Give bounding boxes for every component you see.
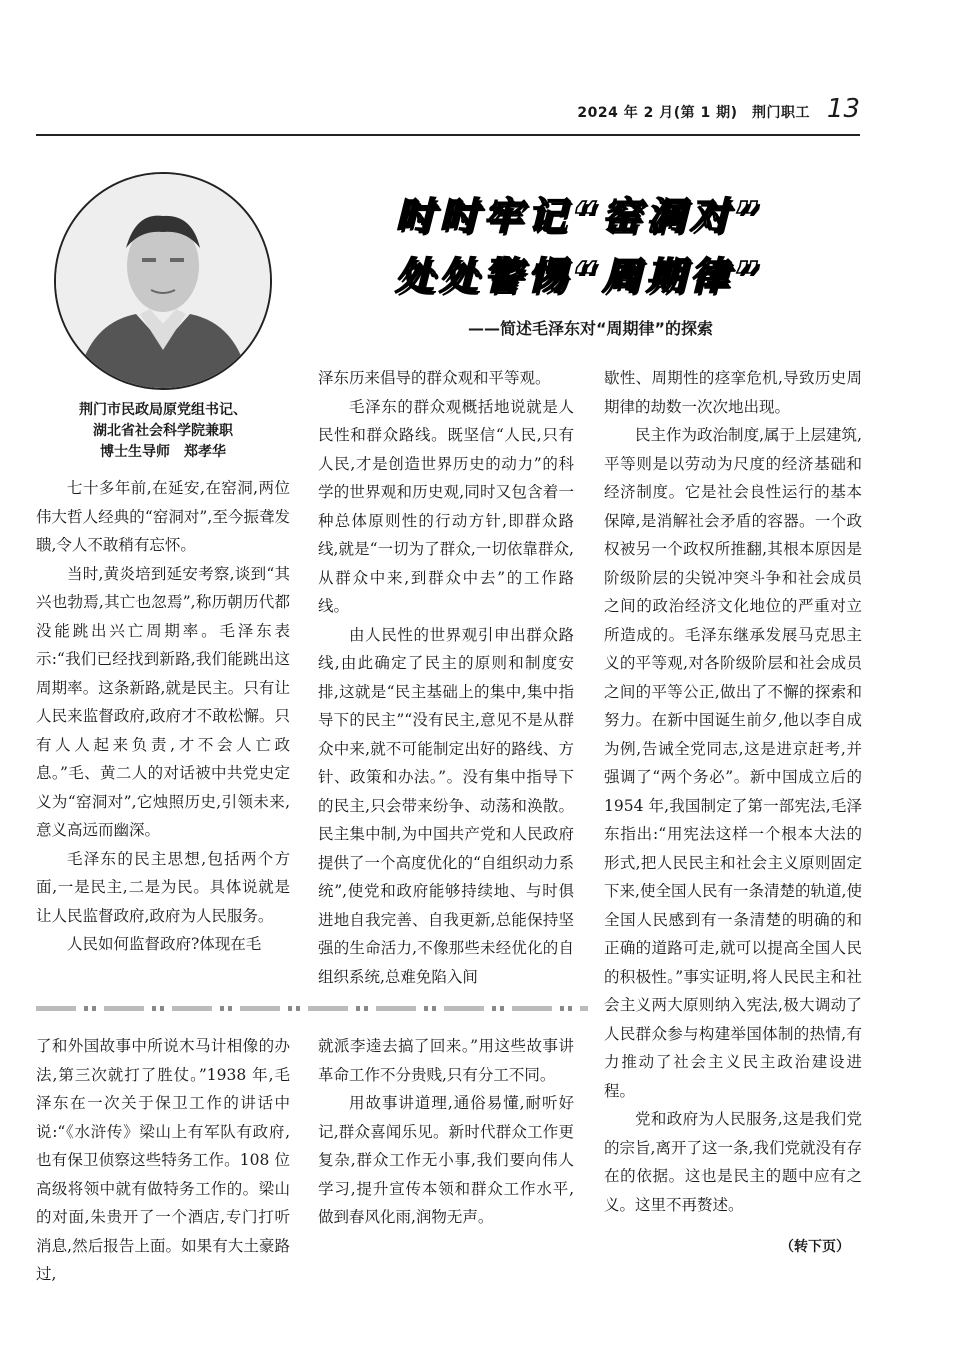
- page-number: 13: [826, 94, 860, 124]
- paragraph: 毛泽东的民主思想,包括两个方面,一是民主,二是为民。具体说就是让人民监督政府,政府为人民服务。: [36, 849, 290, 925]
- author-photo-icon: [56, 174, 270, 388]
- paragraph: 人民如何监督政府?体现在毛: [67, 935, 262, 953]
- author-portrait: [54, 172, 272, 390]
- paragraph: 民主作为政治制度,属于上层建筑,平等则是以劳动为尺度的经济基础和经济制度。它是社会良性运行的基本保障,是消解社会矛盾的容器。一个政权被另一个政权所推翻,其根本原因是阶级阶层的尖锐冲突斗争和社会成员之间的政治经济文化地位的严重对立所造成的。毛泽东继承发展马克思主义的平等观,对各阶级阶层和社会成员之间的平等公正,做出了不懈的探索和努力。在新中国诞生前夕,他以李自成为例,告诫全党同志,这是进京赶考,并强调了“两个务必”。新中国成立后的 1954 年,我国制定了第一部宪法,毛泽东指出:“用宪法这样一个根本大法的形式,把人民民主和社会主义原则固定下来,使全国人民有一条清楚的轨道,使全国人民感到有一条清楚的明确的和正确的道路可走,就可以提高全国人民的积极性。”事实证明,将人民民主和社会主义两大原则纳入宪法,极大调动了人民群众参与构建举国体制的热情,有力推动了社会主义民主政治建设进程。: [604, 426, 862, 1100]
- column-1-lower: [36, 1032, 290, 1289]
- section-divider: [36, 1006, 588, 1011]
- title-line-1: 时时牢记“窑洞对”: [395, 194, 765, 238]
- paragraph: 七十多年前,在延安,在窑洞,两位伟大哲人经典的“窑洞对”,至今振聋发聩,令人不敢稍有忘怀。: [36, 479, 290, 554]
- article-title: [330, 186, 830, 306]
- paragraph: 了和外国故事中所说木马计相像的办法,第三次就打了胜仗。”1938 年,毛泽东在一次关于保卫工作的讲话中说:“《水浒传》梁山上有军队有政府,也有保卫侦察这些特务工作。108 位高级将领中就有做特务工作的。梁山的对面,朱贵开了一个酒店,专门打听消息,然后报告上面。如果有大土豪路过,: [36, 1037, 290, 1283]
- paragraph: 毛泽东的群众观概括地说就是人民性和群众路线。既坚信“人民,只有人民,才是创造世界历史的动力”的科学的世界观和历史观,同时又包含着一种总体原则性的行动方针,即群众路线,就是“一切为了群众,一切依靠群众,从群众中来,到群众中去”的工作路线。: [318, 397, 574, 615]
- issue-info: 2024 年 2 月(第 1 期) 荆门职工: [577, 105, 810, 121]
- page-header: [36, 88, 860, 136]
- paragraph: 歇性、周期性的痉挛危机,导致历史周期律的劫数一次次地出现。: [604, 369, 862, 416]
- paragraph: 用故事讲道理,通俗易懂,耐听好记,群众喜闻乐见。新时代群众工作更复杂,群众工作无小事,我们要向伟人学习,提升宣传本领和群众工作水平,做到春风化雨,润物无声。: [318, 1094, 574, 1226]
- caption-line: 荆门市民政局原党组书记、: [79, 402, 247, 418]
- paragraph: 由人民性的世界观引申出群众路线,由此确定了民主的原则和制度安排,这就是“民主基础上的集中,集中指导下的民主”“没有民主,意见不是从群众中来,就不可能制定出好的路线、方针、政策和办法。”。没有集中指导下的民主,只会带来纷争、动荡和涣散。民主集中制,为中国共产党和人民政府提供了一个高度优化的“自组织动力系统”,使党和政府能够持续地、与时俱进地自我完善、自我更新,总能保持坚强的生命活力,不像那些未经优化的自组织系统,总难免陷入间: [318, 625, 574, 986]
- caption-line: 湖北省社会科学院兼职: [93, 423, 233, 439]
- column-2-lower: [318, 1032, 574, 1232]
- paragraph: 就派李逵去搞了回来。”用这些故事讲革命工作不分贵贱,只有分工不同。: [318, 1037, 574, 1084]
- column-3: [604, 364, 862, 1219]
- column-1: [36, 474, 290, 959]
- author-caption: [36, 400, 290, 463]
- continued-note: （转下页）: [780, 1239, 850, 1255]
- paragraph: 当时,黄炎培到延安考察,谈到“其兴也勃焉,其亡也忽焉”,称历朝历代都没能跳出兴亡周期率。毛泽东表示:“我们已经找到新路,我们能跳出这周期率。这条新路,就是民主。只有让人民来监督政府,政府才不敢松懈。只有人人起来负责,才不会人亡政息。”毛、黄二人的对话被中共党史定义为“窑洞对”,它烛照历史,引领未来,意义高远而幽深。: [36, 564, 290, 839]
- column-2: [318, 364, 574, 991]
- article-subtitle: ——简述毛泽东对“周期律”的探索: [468, 319, 714, 338]
- title-line-2: 处处警惕“周期律”: [395, 254, 765, 298]
- caption-line: 博士生导师 郑孝华: [100, 444, 226, 460]
- paragraph: 党和政府为人民服务,这是我们党的宗旨,离开了这一条,我们党就没有存在的依据。这也是民主的题中应有之义。这里不再赘述。: [604, 1110, 862, 1214]
- paragraph: 泽东历来倡导的群众观和平等观。: [318, 369, 551, 387]
